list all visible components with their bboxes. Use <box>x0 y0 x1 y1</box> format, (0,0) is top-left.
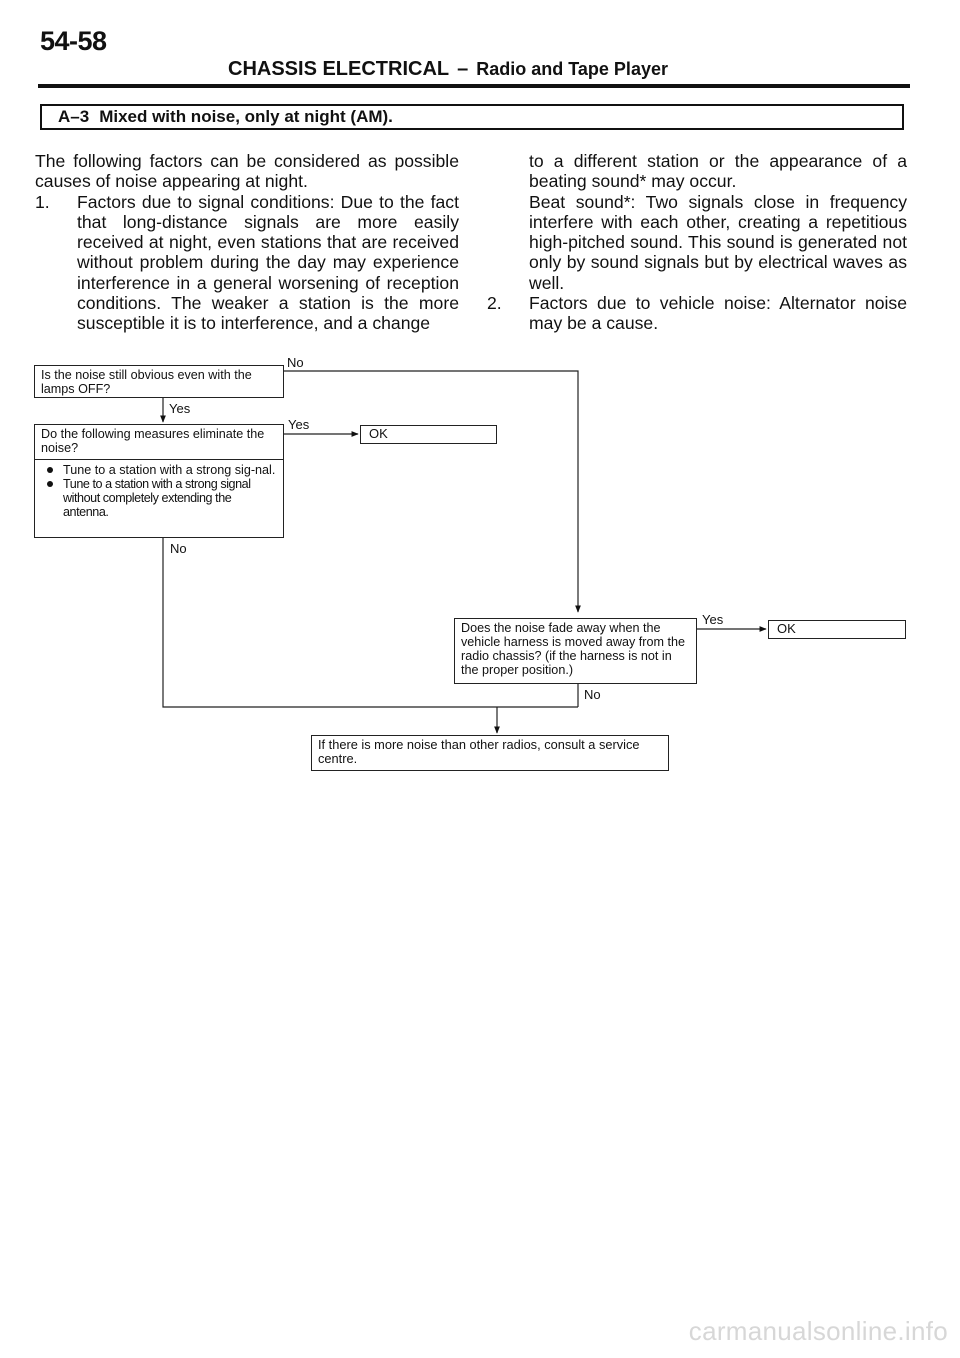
q2-yes-label: Yes <box>288 417 310 432</box>
question-measures-eliminate: Do the following measures eliminate the noise? <box>34 424 284 460</box>
beat-sound-text: Beat sound*: Two signals close in frequency interfere with each other, creating a repetitious high-pitched sound. This sound is generated not only by sound signals but by electrical waves as well. <box>529 191 907 293</box>
q1-yes-label: Yes <box>169 401 191 416</box>
list-item-1-continued-text: to a different station or the appearance of a beating sound* may occur. <box>529 151 907 192</box>
list-item-1-text: Factors due to signal conditions: Due to the fact that long-distance signals are more easily received at night, even stations that are received without problem during the day may experience interference in a general worsening of reception conditions. The weaker a station is the more susceptible it is to interference, and a change <box>77 191 459 334</box>
question-harness-moved: Does the noise fade away when the vehicle harness is moved away from the radio chassis? (if the harness is not in the proper position.) <box>454 618 697 684</box>
section-title: Mixed with noise, only at night (AM). <box>99 107 393 126</box>
q3-no-label: No <box>584 687 601 702</box>
page-number: 54-58 <box>40 26 107 56</box>
chapter-title: CHASSIS ELECTRICAL <box>228 58 450 80</box>
ok-result-box: OK <box>768 620 906 639</box>
measures-list <box>34 460 284 538</box>
measure-item: Tune to a station with a strong signal without completely extending the antenna. <box>41 477 278 519</box>
list-item-1-number: 1. <box>35 191 50 212</box>
final-instruction-box: If there is more noise than other radios, consult a service centre. <box>311 735 669 771</box>
q1-no-label: No <box>287 355 304 370</box>
intro-paragraph: The following factors can be considered as possible causes of noise appearing at night. <box>35 151 459 192</box>
q2-no-label: No <box>170 541 187 556</box>
q3-yes-label: Yes <box>702 612 724 627</box>
watermark: carmanualsonline.info <box>688 1316 948 1346</box>
q1-no-path <box>284 371 578 612</box>
chapter-subtitle: Radio and Tape Player <box>476 59 668 79</box>
title-separator: – <box>457 58 469 80</box>
list-item-2-text: Factors due to vehicle noise: Alternator noise may be a cause. <box>529 293 907 334</box>
question-lamps-off: Is the noise still obvious even with the lamps OFF? <box>34 365 284 398</box>
measure-item: Tune to a station with a strong sig-nal. <box>41 463 278 477</box>
ok-result-box: OK <box>360 425 497 444</box>
list-item-2-number: 2. <box>487 293 502 314</box>
section-code: A–3 <box>58 107 90 126</box>
